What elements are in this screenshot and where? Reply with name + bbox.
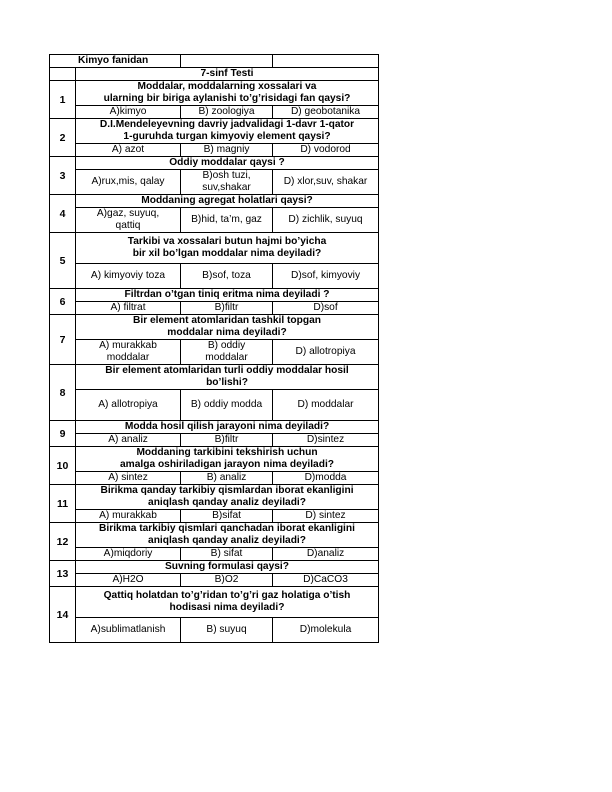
answer-option-a: A) kimyoviy toza <box>76 264 181 289</box>
answer-option-b: B) sifat <box>181 548 273 561</box>
answer-option-b: B)filtr <box>181 434 273 447</box>
options-row <box>50 618 379 643</box>
answer-option-d: D)sof, kimyoviy <box>273 264 379 289</box>
question-number: 7 <box>50 315 76 365</box>
options-row <box>50 472 379 485</box>
question-number: 6 <box>50 289 76 315</box>
options-row <box>50 144 379 157</box>
question-text: Birikma tarkibiy qismlari qanchadan iborat ekanligini aniqlash qanday analiz deyiladi? <box>76 523 379 548</box>
test-title: 7-sinf Testi <box>76 68 379 81</box>
answer-option-d: D) geobotanika <box>273 106 379 119</box>
options-row <box>50 510 379 523</box>
subject-row <box>50 55 379 68</box>
question-text: Birikma qanday tarkibiy qismlardan iborat ekanligini aniqlash qanday analiz deyiladi? <box>76 485 379 510</box>
empty-cell <box>50 68 76 81</box>
question-text: D.I.Mendeleyevning davriy jadvalidagi 1-davr 1-qator 1-guruhda turgan kimyoviy element qaysi? <box>76 119 379 144</box>
options-row <box>50 106 379 119</box>
answer-option-a: A) azot <box>76 144 181 157</box>
question-number: 12 <box>50 523 76 561</box>
question-number: 9 <box>50 421 76 447</box>
answer-option-b: B)osh tuzi, suv,shakar <box>181 170 273 195</box>
answer-option-d: D) xlor,suv, shakar <box>273 170 379 195</box>
title-row <box>50 68 379 81</box>
test-table <box>49 54 379 643</box>
question-text: Bir element atomlaridan turli oddiy moddalar hosil bo’lishi? <box>76 365 379 390</box>
answer-option-d: D)sof <box>273 302 379 315</box>
question-number: 13 <box>50 561 76 587</box>
options-row <box>50 302 379 315</box>
answer-option-d: D) moddalar <box>273 390 379 421</box>
question-text: Suvning formulasi qaysi? <box>76 561 379 574</box>
answer-option-a: A) allotropiya <box>76 390 181 421</box>
answer-option-a: A)kimyo <box>76 106 181 119</box>
answer-option-d: D)modda <box>273 472 379 485</box>
answer-option-d: D)sintez <box>273 434 379 447</box>
answer-option-d: D)CaCO3 <box>273 574 379 587</box>
answer-option-d: D) allotropiya <box>273 340 379 365</box>
question-text: Filtrdan o’tgan tiniq eritma nima deyiladi ? <box>76 289 379 302</box>
answer-option-b: B) suyuq <box>181 618 273 643</box>
answer-option-b: B) analiz <box>181 472 273 485</box>
question-row <box>50 561 379 574</box>
question-row <box>50 315 379 340</box>
answer-option-d: D) vodorod <box>273 144 379 157</box>
test-table-body <box>50 55 379 643</box>
question-number: 2 <box>50 119 76 157</box>
answer-option-b: B)sifat <box>181 510 273 523</box>
answer-option-d: D) sintez <box>273 510 379 523</box>
question-text: Modda hosil qilish jarayoni nima deyiladi? <box>76 421 379 434</box>
answer-option-a: A) murakkab <box>76 510 181 523</box>
answer-option-a: A)rux,mis, qalay <box>76 170 181 195</box>
question-text: Moddaning tarkibini tekshirish uchun amalga oshiriladigan jarayon nima deyiladi? <box>76 447 379 472</box>
answer-option-b: B) oddiy moddalar <box>181 340 273 365</box>
question-text: Moddaning agregat holatlari qaysi? <box>76 195 379 208</box>
question-number: 10 <box>50 447 76 485</box>
answer-option-a: A)gaz, suyuq, qattiq <box>76 208 181 233</box>
answer-option-a: A)miqdoriy <box>76 548 181 561</box>
question-row <box>50 485 379 510</box>
options-row <box>50 390 379 421</box>
options-row <box>50 264 379 289</box>
question-text: Tarkibi va xossalari butun hajmi bo’yicha bir xil bo’lgan moddalar nima deyiladi? <box>76 233 379 264</box>
options-row <box>50 208 379 233</box>
answer-option-d: D)molekula <box>273 618 379 643</box>
question-row <box>50 195 379 208</box>
question-row <box>50 233 379 264</box>
answer-option-a: A)H2O <box>76 574 181 587</box>
question-row <box>50 587 379 618</box>
empty-cell <box>273 55 379 68</box>
options-row <box>50 434 379 447</box>
question-number: 8 <box>50 365 76 421</box>
question-number: 4 <box>50 195 76 233</box>
question-row <box>50 81 379 106</box>
answer-option-b: B)filtr <box>181 302 273 315</box>
question-row <box>50 119 379 144</box>
question-number: 3 <box>50 157 76 195</box>
answer-option-d: D) zichlik, suyuq <box>273 208 379 233</box>
answer-option-b: B)O2 <box>181 574 273 587</box>
answer-option-b: B) zoologiya <box>181 106 273 119</box>
answer-option-b: B) magniy <box>181 144 273 157</box>
question-row <box>50 523 379 548</box>
answer-option-d: D)analiz <box>273 548 379 561</box>
question-text: Bir element atomlaridan tashkil topgan moddalar nima deyiladi? <box>76 315 379 340</box>
question-text: Qattiq holatdan to’g’ridan to’g’ri gaz holatiga o’tish hodisasi nima deyiladi? <box>76 587 379 618</box>
question-number: 1 <box>50 81 76 119</box>
options-row <box>50 574 379 587</box>
options-row <box>50 340 379 365</box>
answer-option-b: B)sof, toza <box>181 264 273 289</box>
question-row <box>50 421 379 434</box>
answer-option-a: A) sintez <box>76 472 181 485</box>
options-row <box>50 548 379 561</box>
empty-cell <box>181 55 273 68</box>
answer-option-a: A) filtrat <box>76 302 181 315</box>
answer-option-a: A)sublimatlanish <box>76 618 181 643</box>
question-number: 14 <box>50 587 76 643</box>
question-row <box>50 447 379 472</box>
answer-option-b: B) oddiy modda <box>181 390 273 421</box>
subject-label: Kimyo fanidan <box>50 55 181 68</box>
question-text: Oddiy moddalar qaysi ? <box>76 157 379 170</box>
answer-option-b: B)hid, ta’m, gaz <box>181 208 273 233</box>
question-text: Moddalar, moddalarning xossalari va ularning bir biriga aylanishi to’g’risidagi fan qaysi? <box>76 81 379 106</box>
answer-option-a: A) analiz <box>76 434 181 447</box>
question-number: 5 <box>50 233 76 289</box>
answer-option-a: A) murakkab moddalar <box>76 340 181 365</box>
question-row <box>50 365 379 390</box>
question-row <box>50 289 379 302</box>
question-number: 11 <box>50 485 76 523</box>
options-row <box>50 170 379 195</box>
question-row <box>50 157 379 170</box>
